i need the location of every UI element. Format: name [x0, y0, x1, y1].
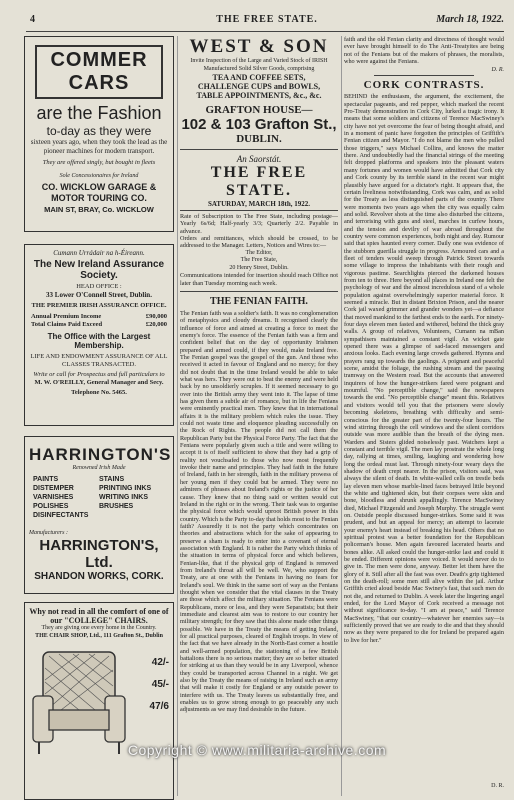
harringtons-ad	[24, 436, 174, 594]
article-title: CORK CONTRASTS.	[363, 79, 485, 92]
life-assurance: LIFE AND ENDOWMENT ASSURANCE OF ALL CLASSES TRANSACTED.	[30, 353, 168, 368]
claims-row	[27, 321, 171, 329]
west-item: TABLE APPOINTMENTS, &c., &c.	[196, 91, 322, 100]
chairs-line: They are giving one every home in the Country.	[41, 625, 157, 631]
west-invite: Invite Inspection of the Large and Varied Stock of IRISH Manufactured Solid Silver Goods, comprising	[190, 58, 328, 72]
college-chairs-ad	[24, 602, 174, 800]
agents-label: Sole Concessionaires for Ireland	[59, 172, 139, 179]
harringtons-name: HARRINGTON'S	[29, 445, 172, 464]
middle-column	[180, 36, 338, 800]
head-office-address: 33 Lower O'Connell Street, Dublin.	[46, 291, 152, 299]
row-value: £20,000	[145, 321, 167, 328]
price: 47/6	[149, 701, 169, 712]
ad-headline: are the Fashion	[36, 103, 162, 123]
row-value: £90,000	[145, 313, 167, 320]
divider	[180, 291, 338, 292]
premier-office: THE PREMIER IRISH ASSURANCE OFFICE.	[31, 302, 167, 309]
west-city: DUBLIN.	[236, 133, 282, 145]
commer-logo: COMMER CARS	[35, 45, 163, 99]
west-address: 102 & 103 Grafton St.,	[181, 116, 337, 133]
product-item: POLISHES	[33, 502, 69, 510]
ad-subheadline: to-day as they were	[46, 124, 152, 138]
agent-name: CO. WICKLOW GARAGE &	[41, 182, 157, 192]
editor-line: The Editor,	[245, 249, 273, 256]
head-office-label: HEAD OFFICE :	[76, 283, 122, 290]
header-rule	[26, 31, 504, 32]
divider	[374, 75, 474, 76]
west-item: TEA AND COFFEE SETS,	[212, 73, 306, 82]
product-item: DISINFECTANTS	[33, 511, 89, 519]
agent-name-2: MOTOR TOURING CO.	[51, 193, 147, 203]
orders-notice: Orders and remittances, which should be crossed, to be addressed to the Manager. Letters, Notices and Wires to:—	[180, 235, 338, 250]
west-and-son-name: WEST & SON	[189, 36, 329, 57]
price: 45/-	[151, 679, 169, 690]
masthead-title: THE FREE STATE.	[210, 164, 308, 199]
newspaper-title: THE FREE STATE.	[216, 14, 318, 25]
harringtons-tag: Renowned Irish Made	[72, 465, 126, 471]
chair-shop: THE CHAIR SHOP, Ltd., 111 Grafton St., Dublin	[35, 632, 163, 639]
communications-notice: Communications intended for insertion should reach Office not later than Tuesday morning each week.	[180, 272, 338, 287]
price: 42/-	[151, 657, 169, 668]
agent-address: MAIN ST, BRAY, Co. WICKLOW	[44, 205, 154, 214]
office-line: 20 Henry Street, Dublin.	[229, 264, 289, 271]
article-signature: D. R.	[491, 783, 504, 790]
grafton-house: GRAFTON HOUSE—	[205, 104, 313, 116]
article-title: THE FENIAN FAITH.	[210, 295, 308, 307]
product-item: DISTEMPER	[33, 484, 74, 492]
divider	[180, 149, 338, 150]
write-line: Write or call for Prospectus and full particulars to	[33, 371, 165, 378]
company-name: HARRINGTON'S, Ltd.	[39, 537, 159, 571]
right-column	[344, 36, 504, 791]
article-signature: D. R.	[491, 67, 504, 74]
row-label: Total Claims Paid Exceed	[31, 321, 103, 328]
west-item: CHALLENGE CUPS and BOWLS,	[197, 82, 321, 91]
commer-cars-ad	[24, 36, 174, 232]
column-divider	[341, 36, 342, 796]
article-body: The Fenian faith was a soldier's faith. It was no conglomeration of metaphysics and cloudy dreams. It recognised clearly the influence of force and aimed at creating a force to meet the enemy's force. The essence of the Fenian faith was a firm and confident belief that on the day of opportunity Irishmen prepared and armed could, if they would, make Ireland free. The Fenian gospel was the gospel of the gun. And those who received it acted in favour of England and no mercy; for they did not doubt that in the time Ireland would be able to take what was hers. They were out to beat the enemy and were held back by no unsoldierly scruples. If it seemed necessary to go over into the British army they went into it. The lapse of time has given them a subtle air of romance, but in life the Fenians were eminently practical men. They knew that in international affairs it is the military problem which rules the issue. They could not waste time and eloquence pleading successfully on the Rock of Rights. The people did not call them the Republican Party but the Physical Force Party. The fact that the Fenians were popularly given such a title and were willing to accept it is of itself sufficient to show that they had a grip of reality not vouchsafed to those who now most frequently invoke their name and principles. They had faith in the future of Ireland, faith in her strength, faith in the military prowess of her young men if they could but be armed. They were no admirers of phrases about Ireland's rights or the justice of her cause. They knew that no thing said or written would cut Ireland in the right or in the wrong. Their task was to organise the physical force which would uproot British power in this country. Which is the Party to-day that holds most to the Fenian faith? Assuredly it is not the party which concentrates on theories and abstractions which for the sake of appearing to preserve a sham is ready to enter into a covenant of eternal association with England. It is rather the Party which thinks of the situation in terms of physical force and which believes, Fenian-like, that if the physical grip of England is removed from Ireland's throat all will be well. We, who support the Treaty, are at one with the Fenians in having no fears for Ireland's soul. We think in the same sort of way as the Fenians thought when we consider that the vital clauses in the Treaty are those which affect the military situation. The Fenians were Republicans, more or less, and they were Separatists; but their immediate and clearest aim was to restore to our country her military strength; for they saw that this alone made other things possible. We have in the Treaty the means of getting Ireland, for all practical purposes, cleared of English troops. In view of the fact that we have already in the North-East corner a hostile and well-armed population, the stationing of a few British battalions there is no serious matter; they are so better situated for striking at us than they would be in any Liverpool, whence they could be transported across Channel in a night. We get also by the Treaty the means of raising in Ireland such an army that will make it costly for England or any outside power to interfere with us. The Treaty leaves us substantially free, and enables us to grow strong enough to go peaceably any such adjustments as we may find desirable in the future.	[180, 309, 338, 714]
masthead-date: SATURDAY, MARCH 18th, 1922.	[207, 200, 311, 208]
irish-name: Cumann Urrádair na h-Éireann.	[53, 249, 145, 257]
product-item: PAINTS	[33, 475, 59, 483]
row-label: Annual Premium Income	[31, 313, 102, 320]
society-name: The New Ireland Assurance Society.	[33, 259, 165, 281]
article-body: BEHIND the enthusiasm, the argument, the excitement, the spectacular pageants, and red pepper, which marked the recent Pro-Treaty demonstration in Cork City, lurked a tragic irony. It means that some soldiers and citizens of Terence MacSwiney's city have not yet overcome the fear of being thought afraid, and in a moment of panic have forgotten the principles of Griffith's Fenian citizen and Mayor. "I do not blame the men who pulled those triggers," says Michael Collins, and knows the matter there. And undoubtedly had the financial strings of the meeting felt dropped platforms and speakers into the pleasant waters many fortunes and women would have admitted that Cork city and Cork county by its terrible stand in the recent war might plausibly have argued for a dictator's right. It appears that, the certain liveliness notwithstanding, Cork was calm, and as solid for the Treaty as less distinguished parts of the country. There were moments two years ago when the city was equally calm and solid. Revolver shots at the time also disturbed the citizens, and terrorising with guns and steel, marches in curfew hours, and the tension and devilry of war abroad throughout the country were common experiences, both night and day. Rumour said that spies haunted every corner. Daily one was evidence of the stubborn guerilla struggle in progress. Armoured cars and a fleet of tenders would sweep through Patrick Street towards some village to impress the inhabitants with their rough and vigorous pastime. Searchlights pierced the darkened houses from ten to three. Here beyond all places in Ireland one felt the psychology of war and the almost incredulous stand of a whole population against overwhelmingly superior material force. It seemed a miracle. But in distant Brixton Prison, and the nearer Cork jail waxed grimmer and grander wonders yet—a defiance that moved mankind to the farthest ends to the earth. For ninety-four days eleven men fasted and withered, behind the thick gray walls. A group of relatives, Volunteers, Cumann na mBan sympathisers maintained a constant vigil. An wicket gate opened there was a glimpse of sad-faced messengers and anxious looks. Each evening large crowds gathered. Hymns and prayers rang up towards the gaolings. A poignant and peaceful scene, amidst the foliage, the rushing stream and the passing tramway on the Western road. But the accounts that answered inquirers of how the hunger-strikers fared were poignant and mournful. "No perceptible change," said the newspapers towards the end. "No perceptible change" meant this. Relatives and visitors would tell you that the prisoners were slowly becoming skeletons, breathing with difficulty and semi-conscious for the greater part of the twenty-four hours. The wind stirring through the cell windows and the silent corridors outside was more audible than the breath of the dying men. Warders and Sisters glided noiselessly past. Watchers kept a constant and terrible vigil. The men lay prostrate the whole long day, rallying at times, smiling, laughing and wondering how long the ordeal must last. Through ninety-four weary days the shadow of death crept nearer. In the prison, visitors said, was always the silent of death. In white-walled cells on trestle beds lay eleven men whose marble-lined faces betrayed little beyond the white and tightened skin, but their corpses were skin and bone, bloodless and shrunk appallingly. Terence MacSwiney died, Michael Fitzgerald and Joseph Murphy. The struggle went on. Outside people discussed hunger-strikes. Some said it was prudent, and but an appeal for mercy; an attempt to lacerate your enemy's heart instead of breaking his head. Others that no spiritual protest was a better foundation for the Republican policeman's house. Men again favoured lacerated hearts and bones alike. All asked could the hunger-strike last and could it be ended. Different opinions were voiced. It would never do to give in. The men were done, anyway. Better let them have the glory of it. Still after all the fast was over. Death's grip tightened on the death-roll; some men still alive within the jail. Arthur Griffith cried aloud beside Mac Swiney's fast, that such men do not die, and returned to Dublin. A week later the lingering angel ended, for the Lord Mayor of Cork received a message not without significance to-day. "I am at peace," said Terence MacSwiney, "that our country—whatever her enemies say—is sufficiently proved that we are ready to die and that they should now as they were prepared to die for Ireland be prepared again to live for her."	[344, 93, 504, 644]
editor-address	[180, 250, 338, 273]
tagline: The Office with the Largest Membership.	[47, 332, 151, 350]
article-continued: faith and the old Fenian clarity and directness of thought would ever have brought himself to do The Anti-Treatyites are being not of the Fenians but of the makers of phrases, the moralists, who were against the Fenians.	[344, 36, 504, 66]
paper-line: The Free State,	[240, 257, 278, 264]
ads-column	[24, 36, 174, 800]
issue-date: March 18, 1922.	[436, 14, 504, 25]
works-address: SHANDON WORKS, CORK.	[34, 571, 164, 582]
manufacturers-label: Manufacturers :	[29, 529, 68, 536]
telephone: Telephone No. 5465.	[71, 389, 127, 396]
subscription-rates: Rate of Subscription to The Free State, including postage—Yearly 6s/6d; Half-yearly 3/3; Quarterly 2/2. Payable in advance.	[180, 213, 338, 235]
product-item: BRUSHES	[99, 502, 134, 510]
divider	[180, 210, 338, 211]
manager-contact: M. W. O'REILLY, General Manager and Secy.	[34, 379, 164, 386]
ad-body: sixteen years ago, when they took the lead as the pioneer machines for modern transport.	[30, 138, 168, 155]
column-divider	[177, 36, 178, 796]
ad-offer: They are offered singly, but bought in fleets	[42, 159, 156, 166]
product-list	[29, 473, 169, 522]
product-item: VARNISHES	[33, 493, 74, 501]
product-item: WRITING INKS	[99, 493, 148, 501]
chair-prices	[127, 652, 169, 718]
product-item	[99, 511, 165, 520]
chairs-headline: Why not read in all the comfort of one of our "COLLEGE" CHAIRS.	[29, 607, 169, 625]
masthead-irish: An Saorstát.	[236, 154, 282, 164]
new-ireland-assurance-ad	[24, 244, 174, 426]
product-item: STAINS	[99, 475, 125, 483]
premium-row	[27, 313, 171, 321]
product-item: PRINTING INKS	[99, 484, 152, 492]
page-header	[30, 14, 504, 30]
page-number: 4	[30, 14, 35, 25]
copyright-watermark: Copyright © www.militaria-archive.com	[127, 742, 387, 758]
